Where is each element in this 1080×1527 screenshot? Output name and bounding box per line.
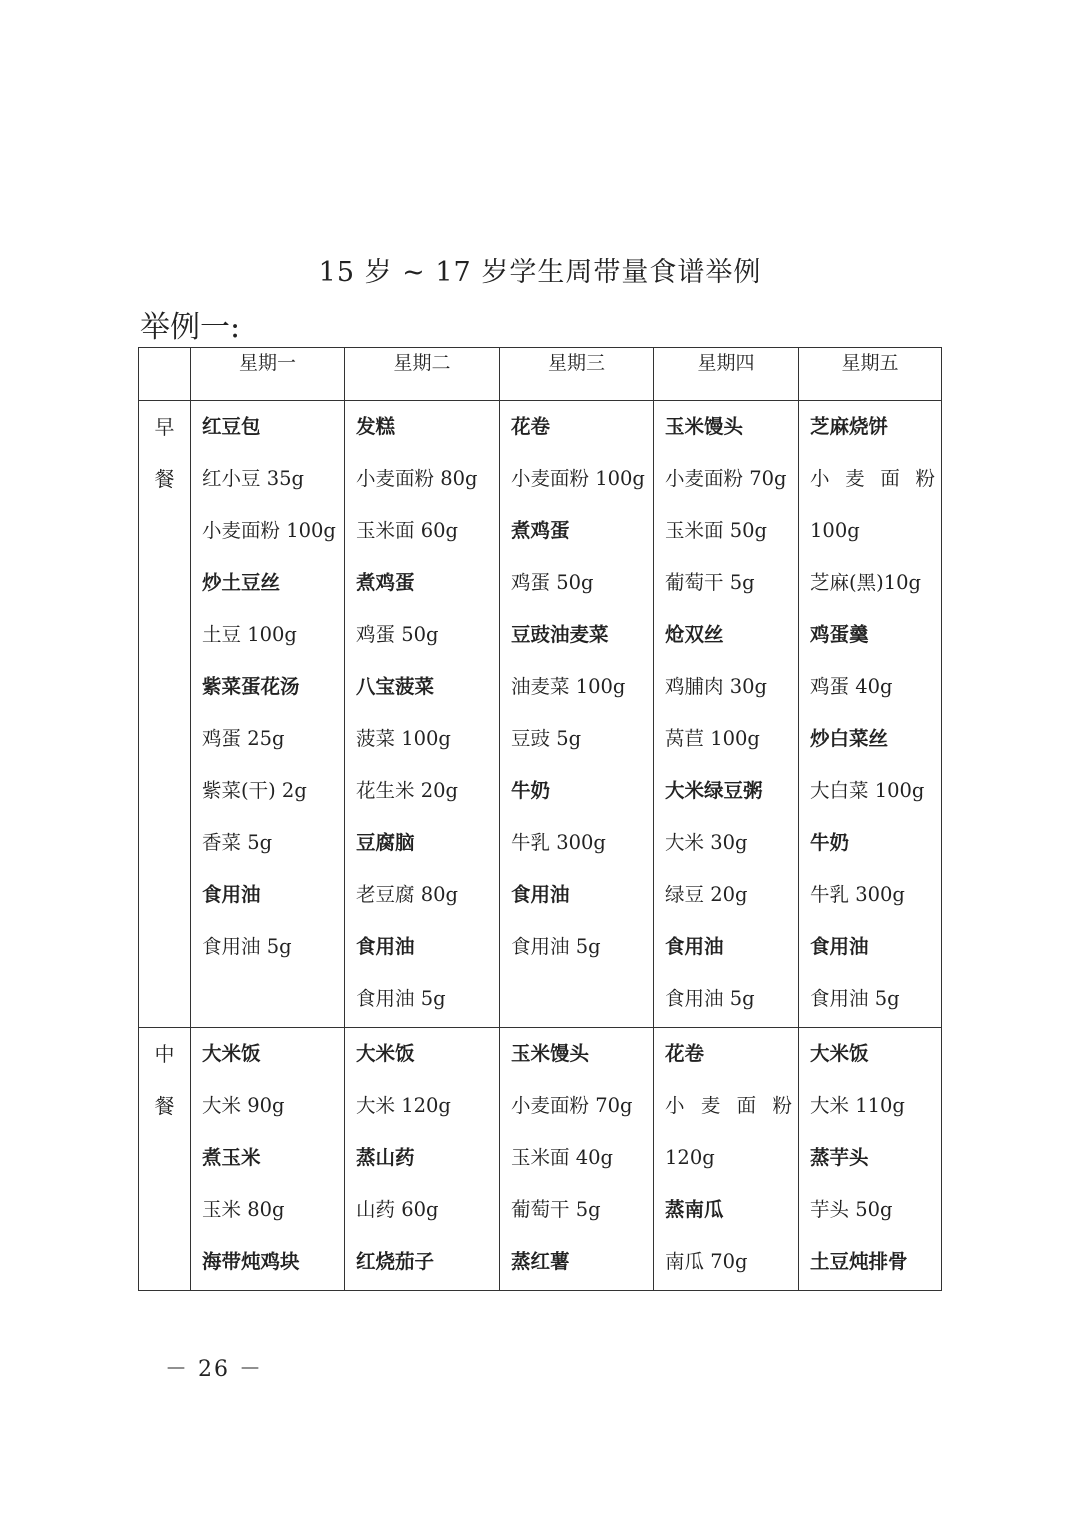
dish-name: 豆豉油麦菜 bbox=[511, 623, 609, 646]
dish-name: 食用油 bbox=[810, 935, 869, 958]
dish-name: 牛奶 bbox=[810, 831, 850, 854]
ingredient-line: 菠菜 100g bbox=[356, 727, 451, 750]
ingredient-line: 鸡脯肉 30g bbox=[665, 675, 767, 698]
ingredient-line: 葡萄干 5g bbox=[511, 1198, 601, 1221]
dish-name: 发糕 bbox=[356, 415, 396, 438]
ingredient-line: 芝麻(黑)10g bbox=[810, 571, 922, 594]
page-title: 15 岁 ~ 17 岁学生周带量食谱举例 bbox=[318, 257, 762, 288]
ingredient-line: 玉米面 40g bbox=[511, 1146, 613, 1169]
page-number: － 26 － bbox=[165, 1357, 263, 1382]
ingredient-line: 大米 90g bbox=[202, 1094, 285, 1117]
ingredient-line: 100g bbox=[810, 519, 860, 542]
menu-cell bbox=[345, 1028, 500, 1291]
dish-name: 八宝菠菜 bbox=[356, 675, 435, 698]
meal-name-cell bbox=[139, 401, 191, 1028]
dish-name: 食用油 bbox=[665, 935, 724, 958]
dish-name: 煮玉米 bbox=[202, 1146, 261, 1169]
menu-cell bbox=[191, 401, 345, 1028]
ingredient-line: 葡萄干 5g bbox=[665, 571, 755, 594]
ingredient-line: 食用油 5g bbox=[202, 935, 292, 958]
ingredient-line: 花生米 20g bbox=[356, 779, 458, 802]
ingredient-line: 莴苣 100g bbox=[665, 727, 760, 750]
dish-name: 煮鸡蛋 bbox=[356, 571, 415, 594]
day-header: 星期五 bbox=[799, 348, 942, 401]
menu-cell bbox=[500, 1028, 654, 1291]
dish-name: 炒白菜丝 bbox=[810, 727, 889, 750]
ingredient-line: 土豆 100g bbox=[202, 623, 297, 646]
dish-name: 蒸南瓜 bbox=[665, 1198, 724, 1221]
meal-row bbox=[139, 1028, 942, 1291]
dish-name: 食用油 bbox=[202, 883, 261, 906]
ingredient-line: 玉米面 60g bbox=[356, 519, 458, 542]
ingredient-line: 小 麦 面 粉 bbox=[810, 467, 935, 490]
ingredient-line: 大米 110g bbox=[810, 1094, 905, 1117]
dish-name: 红豆包 bbox=[202, 415, 261, 438]
ingredient-line: 芋头 50g bbox=[810, 1198, 893, 1221]
menu-table bbox=[138, 347, 942, 1291]
ingredient-line: 香菜 5g bbox=[202, 831, 273, 854]
menu-cell bbox=[799, 1028, 942, 1291]
ingredient-line: 小麦面粉 100g bbox=[202, 519, 336, 542]
ingredient-line: 玉米 80g bbox=[202, 1198, 285, 1221]
ingredient-line: 食用油 5g bbox=[511, 935, 601, 958]
day-header: 星期二 bbox=[345, 348, 500, 401]
ingredient-line: 南瓜 70g bbox=[665, 1250, 748, 1273]
dish-name: 玉米馒头 bbox=[511, 1042, 590, 1065]
ingredient-line: 小麦面粉 80g bbox=[356, 467, 478, 490]
ingredient-line: 鸡蛋 40g bbox=[810, 675, 893, 698]
ingredient-line: 山药 60g bbox=[356, 1198, 439, 1221]
meal-row bbox=[139, 401, 942, 1028]
ingredient-line: 120g bbox=[665, 1146, 715, 1169]
dish-name: 炒土豆丝 bbox=[202, 571, 281, 594]
dish-name: 大米绿豆粥 bbox=[665, 779, 763, 802]
dish-name: 紫菜蛋花汤 bbox=[202, 675, 300, 698]
menu-cell bbox=[500, 401, 654, 1028]
dish-name: 蒸山药 bbox=[356, 1146, 415, 1169]
dish-name: 食用油 bbox=[511, 883, 570, 906]
ingredient-line: 食用油 5g bbox=[810, 987, 900, 1010]
ingredient-line: 小麦面粉 100g bbox=[511, 467, 645, 490]
dish-name: 大米饭 bbox=[356, 1042, 415, 1065]
dish-name: 大米饭 bbox=[202, 1042, 261, 1065]
ingredient-line: 食用油 5g bbox=[356, 987, 446, 1010]
day-header: 星期一 bbox=[191, 348, 345, 401]
day-header: 星期三 bbox=[500, 348, 654, 401]
ingredient-line: 红小豆 35g bbox=[202, 467, 304, 490]
meal-name-char: 餐 bbox=[154, 467, 175, 491]
ingredient-line: 大白菜 100g bbox=[810, 779, 925, 802]
dish-name: 红烧茄子 bbox=[356, 1250, 435, 1273]
ingredient-line: 鸡蛋 50g bbox=[511, 571, 594, 594]
meal-name-char: 中 bbox=[154, 1042, 175, 1066]
ingredient-line: 鸡蛋 25g bbox=[202, 727, 285, 750]
ingredient-line: 食用油 5g bbox=[665, 987, 755, 1010]
ingredient-line: 牛乳 300g bbox=[810, 883, 905, 906]
ingredient-line: 大米 30g bbox=[665, 831, 748, 854]
dish-name: 鸡蛋羹 bbox=[810, 623, 869, 646]
day-header: 星期四 bbox=[654, 348, 799, 401]
dish-name: 炝双丝 bbox=[665, 623, 724, 646]
section-label: 举例一: bbox=[140, 310, 241, 345]
dish-name: 大米饭 bbox=[810, 1042, 869, 1065]
header-row bbox=[139, 348, 942, 401]
meal-name-char: 早 bbox=[154, 415, 175, 439]
dish-name: 海带炖鸡块 bbox=[202, 1250, 300, 1273]
dish-name: 芝麻烧饼 bbox=[810, 415, 889, 438]
ingredient-line: 小 麦 面 粉 bbox=[665, 1094, 792, 1117]
menu-cell bbox=[799, 401, 942, 1028]
ingredient-line: 油麦菜 100g bbox=[511, 675, 626, 698]
dish-name: 豆腐脑 bbox=[356, 831, 415, 854]
ingredient-line: 小麦面粉 70g bbox=[665, 467, 787, 490]
menu-cell bbox=[654, 1028, 799, 1291]
ingredient-line: 小麦面粉 70g bbox=[511, 1094, 633, 1117]
ingredient-line: 鸡蛋 50g bbox=[356, 623, 439, 646]
ingredient-line: 玉米面 50g bbox=[665, 519, 767, 542]
ingredient-line: 老豆腐 80g bbox=[356, 883, 458, 906]
ingredient-line: 紫菜(干) 2g bbox=[202, 779, 307, 802]
menu-cell bbox=[345, 401, 500, 1028]
dish-name: 土豆炖排骨 bbox=[810, 1250, 908, 1273]
dish-name: 煮鸡蛋 bbox=[511, 519, 570, 542]
dish-name: 食用油 bbox=[356, 935, 415, 958]
dish-name: 玉米馒头 bbox=[665, 415, 744, 438]
meal-name-cell bbox=[139, 1028, 191, 1291]
corner-cell bbox=[139, 348, 191, 401]
menu-cell bbox=[191, 1028, 345, 1291]
ingredient-line: 牛乳 300g bbox=[511, 831, 606, 854]
dish-name: 花卷 bbox=[665, 1042, 705, 1065]
ingredient-line: 豆豉 5g bbox=[511, 727, 582, 750]
dish-name: 牛奶 bbox=[511, 779, 551, 802]
dish-name: 蒸红薯 bbox=[511, 1250, 570, 1273]
meal-name-char: 餐 bbox=[154, 1094, 175, 1118]
dish-name: 蒸芋头 bbox=[810, 1146, 869, 1169]
ingredient-line: 大米 120g bbox=[356, 1094, 451, 1117]
dish-name: 花卷 bbox=[511, 415, 551, 438]
menu-cell bbox=[654, 401, 799, 1028]
ingredient-line: 绿豆 20g bbox=[665, 883, 748, 906]
